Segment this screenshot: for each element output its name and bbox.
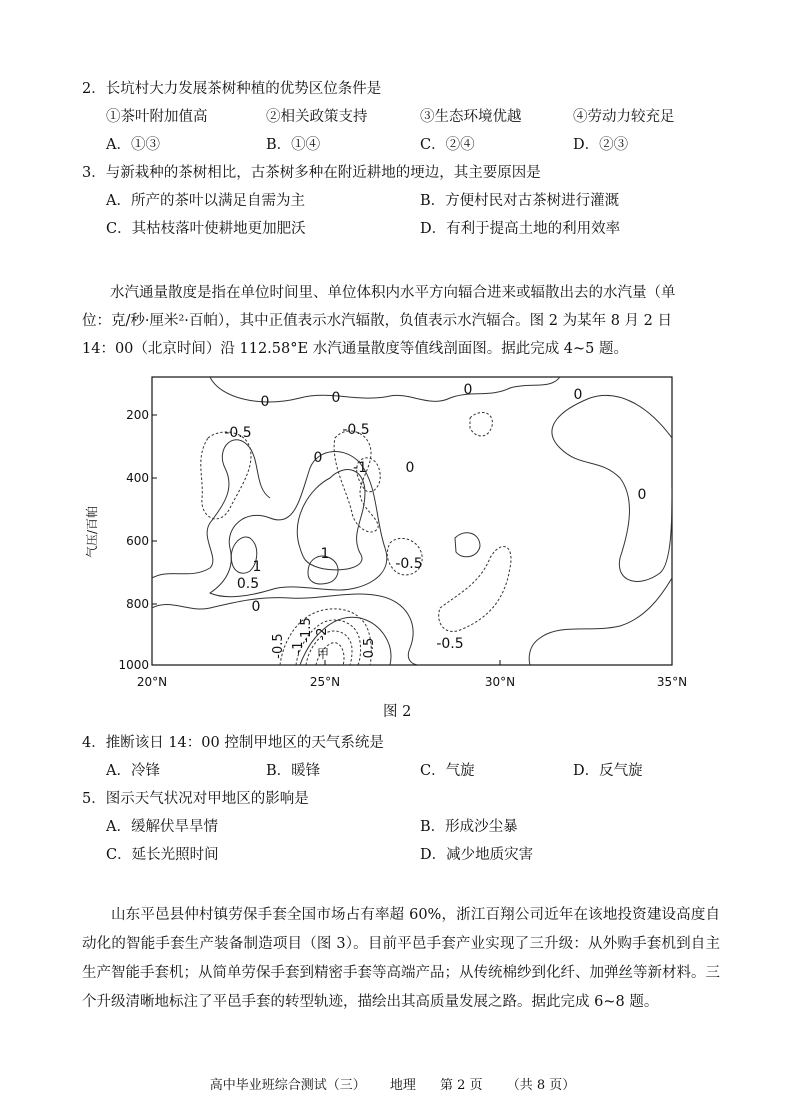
y-tick-label: 600	[126, 534, 149, 548]
q2-statement-4: ④劳动力较充足	[573, 109, 675, 125]
q2-option-c: C．②④	[420, 137, 475, 153]
y-tick-label: 1000	[118, 658, 149, 672]
passage2-line-1: 水汽通量散度是指在单位时间里、单位体积内水平方向辐合进来或辐散出去的水汽量（单	[110, 285, 676, 301]
q2-stem: 2．长坑村大力发展茶树种植的优势区位条件是	[82, 81, 382, 97]
contour-label: -1.5	[299, 617, 314, 643]
q2-statement-3: ③生态环境优越	[420, 109, 522, 125]
y-tick-label: 800	[126, 597, 149, 611]
footer-exam: 高中毕业班综合测试（三）	[209, 1078, 366, 1093]
contour-label: 0	[331, 390, 341, 406]
q5-option-c: C．延长光照时间	[106, 847, 219, 863]
q2-option-a: A．①③	[106, 137, 160, 153]
q4-option-a: A．冷锋	[106, 763, 160, 779]
contour-label: -2	[315, 627, 330, 641]
contour-label: -0.5	[436, 636, 464, 652]
q3-stem: 3．与新栽种的茶树相比，古茶树多种在附近耕地的埂边，其主要原因是	[82, 165, 541, 181]
passage2-line-2: 位：克/秒·厘米²·百帕），其中正值表示水汽辐散，负值表示水汽辐合。图 2 为某年 8 月 2 日	[82, 313, 672, 329]
q3-option-b: B．方便村民对古茶树进行灌溉	[420, 193, 620, 209]
q2-statement-2: ②相关政策支持	[266, 109, 368, 125]
contour-label: 0.5	[362, 637, 377, 659]
q3-option-c: C．其枯枝落叶使耕地更加肥沃	[106, 221, 306, 237]
y-axis-label: 气压/百帕	[85, 505, 99, 558]
q5-option-d: D．减少地质灾害	[420, 847, 534, 863]
footer-subject: 地理	[389, 1078, 416, 1093]
x-tick-label: 30°N	[484, 675, 516, 689]
contour-neg-half-e	[439, 547, 511, 632]
contour-label: -0.5	[271, 633, 286, 659]
contour-neg-half-c	[470, 412, 492, 436]
contour-label: -1	[291, 641, 306, 655]
footer-page: 第 2 页	[440, 1078, 483, 1093]
contour-label: 0	[637, 487, 647, 503]
contour-zero-right	[552, 395, 672, 581]
passage2-line-3: 14：00（北京时间）沿 112.58°E 水汽通量散度等值线剖面图。据此完成 4~5 题。	[82, 341, 629, 357]
contour-label: 0	[260, 394, 270, 410]
x-tick-label: 25°N	[309, 675, 341, 689]
passage3-text: 山东平邑县仲村镇劳保手套全国市场占有率超 60%，浙江百翔公司近年在该地投资建设高度自动化的智能手套生产装备制造项目（图 3）。目前平邑手套产业实现了三升级：从外购手套机到自主生产智能手套机；从简单劳保手套到精密手套等高端产品；从传统棉纱到化纤、加弹丝等新材料。三个升级清晰地标注了平邑手套的转型轨迹，描绘出其高质量发展之路。据此完成 6~8 题。	[82, 907, 720, 1010]
contour-label: -0.5	[342, 422, 370, 438]
q3-option-a: A．所产的茶叶以满足自需为主	[106, 193, 305, 209]
contour-zero-left	[152, 440, 270, 578]
y-tick-label: 400	[126, 471, 149, 485]
q3-option-d: D．有利于提高土地的利用效率	[420, 221, 621, 237]
site-label-jia: 甲	[316, 647, 330, 661]
contour-chart	[60, 368, 700, 694]
contour-label: 0	[251, 599, 261, 615]
q4-stem: 4．推断该日 14：00 控制甲地区的天气系统是	[82, 735, 384, 751]
contour-label: 0	[573, 387, 583, 403]
q4-option-b: B．暖锋	[266, 763, 321, 779]
contour-label: 0	[313, 450, 323, 466]
q5-option-b: B．形成沙尘暴	[420, 819, 518, 835]
q5-option-a: A．缓解伏旱旱情	[106, 819, 218, 835]
q2-option-d: D．②③	[573, 137, 629, 153]
q2-option-b: B．①④	[266, 137, 321, 153]
contour-label: -0.5	[395, 556, 423, 572]
contour-neg-half-b	[334, 431, 378, 532]
x-tick-label: 20°N	[136, 675, 168, 689]
q4-option-c: C．气旋	[420, 763, 475, 779]
figure-2-caption: 图 2	[383, 704, 412, 720]
contour-label: -0.5	[224, 425, 252, 441]
contour-label: 1	[252, 559, 262, 575]
contour-zero-right-low	[529, 578, 672, 665]
contour-label: 0	[405, 460, 415, 476]
q4-option-d: D．反气旋	[573, 763, 643, 779]
page-footer	[0, 1074, 785, 1093]
footer-total: （共 8 页）	[506, 1078, 576, 1093]
figure-2	[60, 368, 700, 698]
q2-statement-1: ①茶叶附加值高	[106, 109, 208, 125]
contour-zero-mid-small	[455, 533, 480, 557]
contour-label: 0.5	[236, 576, 260, 592]
y-tick-label: 200	[126, 408, 149, 422]
x-tick-label: 35°N	[656, 675, 688, 689]
contour-label: 1	[320, 546, 330, 562]
q5-stem: 5．图示天气状况对甲地区的影响是	[82, 791, 309, 807]
contour-label: 0	[463, 382, 473, 398]
contour-label: -1	[353, 460, 367, 476]
